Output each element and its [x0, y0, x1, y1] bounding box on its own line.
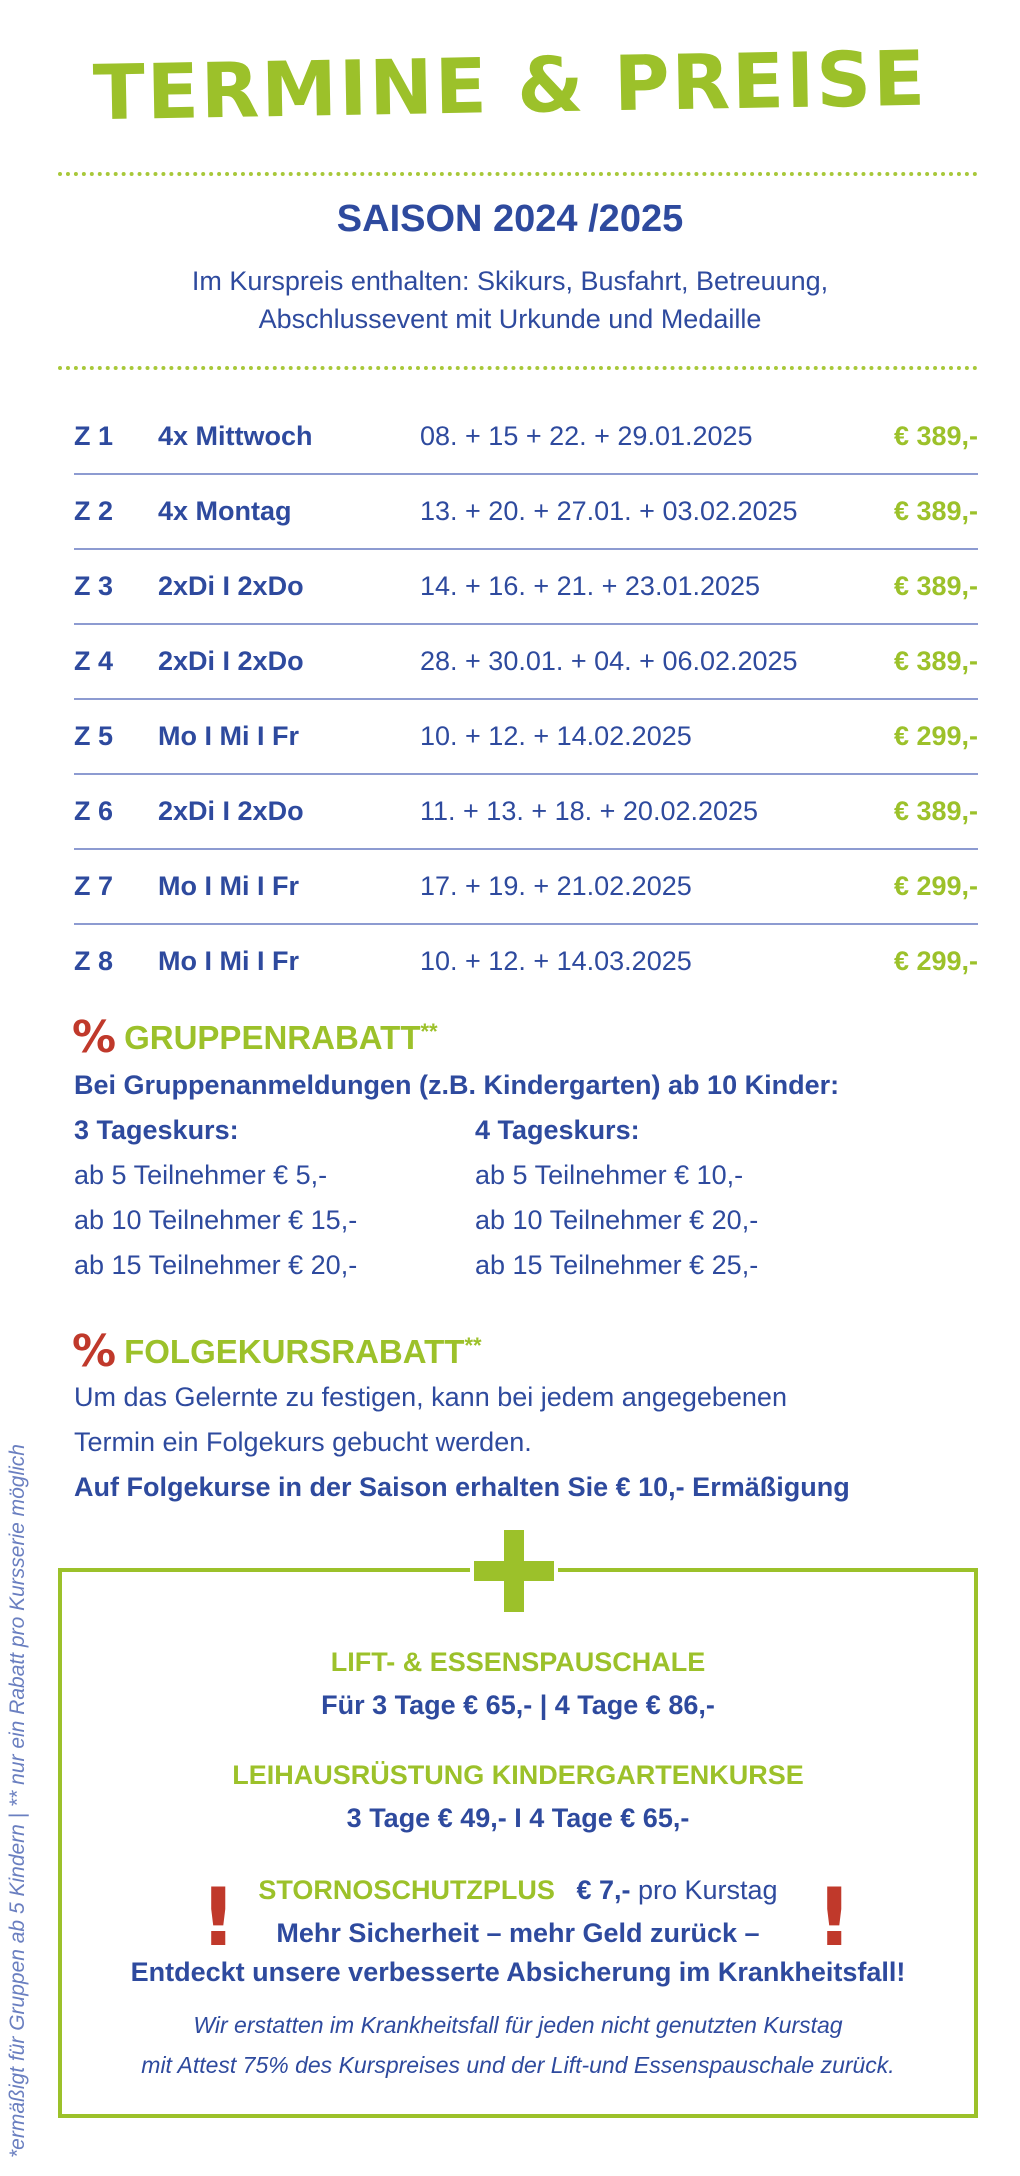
course-code: Z 2 [74, 496, 114, 526]
page-title: TERMINE & PREISE [92, 33, 928, 138]
course-code: Z 5 [74, 721, 114, 751]
course-days: Mo I Mi I Fr [158, 721, 299, 751]
schedule-row [74, 550, 978, 625]
refund-note: mit Attest 75% des Kurspreises und der Lift-und Essenspauschale zurück. [141, 2052, 895, 2078]
schedule-table [74, 400, 978, 998]
course-days: 2xDi I 2xDo [158, 796, 304, 826]
dotted-divider [58, 172, 978, 176]
course-days: Mo I Mi I Fr [158, 946, 299, 976]
followup-line: Um das Gelernte zu festigen, kann bei jedem angegebenen [74, 1382, 787, 1412]
followup-highlight: Auf Folgekurse in der Saison erhalten Sie € 10,- Ermäßigung [74, 1472, 850, 1502]
schedule-row [74, 700, 978, 775]
course-price: € 299,- [893, 721, 978, 751]
dotted-divider [58, 366, 978, 370]
course-days: 4x Mittwoch [158, 421, 313, 451]
course-code: Z 1 [74, 421, 114, 451]
course-code: Z 7 [74, 871, 114, 901]
course-dates: 13. + 20. + 27.01. + 03.02.2025 [420, 496, 798, 526]
group-col1-title: 3 Tageskurs: [74, 1115, 239, 1145]
schedule-row [74, 925, 978, 998]
group-col1-item: ab 5 Teilnehmer € 5,- [74, 1160, 328, 1190]
course-price: € 389,- [893, 646, 978, 676]
rental-prices: 3 Tage € 49,- I 4 Tage € 65,- [346, 1803, 690, 1833]
storno-line: Mehr Sicherheit – mehr Geld zurück – [276, 1918, 760, 1948]
course-dates: 17. + 19. + 21.02.2025 [420, 871, 692, 901]
followup-discount-title: FOLGEKURSRABATT [124, 1333, 465, 1370]
storno-line: Entdeckt unsere verbesserte Absicherung im Krankheitsfall! [130, 1957, 906, 1987]
course-code: Z 6 [74, 796, 114, 826]
followup-discount-heading [72, 1326, 482, 1377]
course-dates: 28. + 30.01. + 04. + 06.02.2025 [420, 646, 798, 676]
exclamation-icon: ! [816, 1871, 853, 1964]
group-discount-heading [72, 1012, 438, 1063]
course-code: Z 8 [74, 946, 114, 976]
group-col2-item: ab 15 Teilnehmer € 25,- [475, 1250, 759, 1280]
schedule-row [74, 475, 978, 550]
course-price: € 389,- [893, 496, 978, 526]
course-days: 4x Montag [158, 496, 292, 526]
course-dates: 11. + 13. + 18. + 20.02.2025 [420, 796, 759, 826]
course-dates: 10. + 12. + 14.02.2025 [420, 721, 692, 751]
plus-icon-bar [474, 1561, 554, 1581]
course-days: 2xDi I 2xDo [158, 571, 304, 601]
group-col1-item: ab 15 Teilnehmer € 20,- [74, 1250, 358, 1280]
schedule-row [74, 625, 978, 700]
season-heading: SAISON 2024 /2025 [336, 198, 684, 240]
side-footnote: *ermäßigt für Gruppen ab 5 Kindern | ** nur ein Rabatt pro Kursserie möglich [6, 1444, 29, 2158]
group-intro: Bei Gruppenanmeldungen (z.B. Kindergarten) ab 10 Kinder: [74, 1070, 840, 1100]
schedule-row [74, 400, 978, 475]
schedule-row [74, 775, 978, 850]
included-line: Abschlussevent mit Urkunde und Medaille [258, 304, 762, 334]
course-price: € 389,- [893, 571, 978, 601]
group-col2-title: 4 Tageskurs: [475, 1115, 640, 1145]
course-days: 2xDi I 2xDo [158, 646, 304, 676]
storno-price: € 7,- [576, 1875, 631, 1905]
rental-title: LEIHAUSRÜSTUNG KINDERGARTENKURSE [232, 1760, 804, 1790]
percent-icon: % [72, 1326, 117, 1377]
course-price: € 389,- [893, 796, 978, 826]
lift-prices: Für 3 Tage € 65,- | 4 Tage € 86,- [321, 1690, 715, 1720]
footnote-stars: ** [420, 1019, 438, 1044]
included-text [0, 262, 1020, 338]
storno-unit: pro Kurstag [638, 1875, 778, 1905]
course-price: € 389,- [893, 421, 978, 451]
course-price: € 299,- [893, 871, 978, 901]
group-col1-item: ab 10 Teilnehmer € 15,- [74, 1205, 358, 1235]
group-col2-item: ab 10 Teilnehmer € 20,- [475, 1205, 759, 1235]
footnote-stars: ** [464, 1333, 482, 1358]
course-dates: 10. + 12. + 14.03.2025 [420, 946, 692, 976]
followup-line: Termin ein Folgekurs gebucht werden. [74, 1427, 532, 1457]
course-dates: 14. + 16. + 21. + 23.01.2025 [420, 571, 761, 601]
lift-title: LIFT- & ESSENSPAUSCHALE [330, 1647, 706, 1677]
course-price: € 299,- [893, 946, 978, 976]
group-col2-item: ab 5 Teilnehmer € 10,- [475, 1160, 744, 1190]
course-code: Z 3 [74, 571, 114, 601]
course-code: Z 4 [74, 646, 114, 676]
course-days: Mo I Mi I Fr [158, 871, 299, 901]
schedule-row [74, 850, 978, 925]
refund-note: Wir erstatten im Krankheitsfall für jeden nicht genutzten Kurstag [193, 2012, 843, 2038]
storno-heading [58, 1875, 978, 1906]
percent-icon: % [72, 1012, 117, 1063]
storno-title: STORNOSCHUTZPLUS [258, 1875, 555, 1905]
exclamation-icon: ! [200, 1871, 237, 1964]
included-line: Im Kurspreis enthalten: Skikurs, Busfahrt, Betreuung, [191, 266, 829, 296]
course-dates: 08. + 15 + 22. + 29.01.2025 [420, 421, 753, 451]
group-discount-title: GRUPPENRABATT [124, 1019, 421, 1056]
